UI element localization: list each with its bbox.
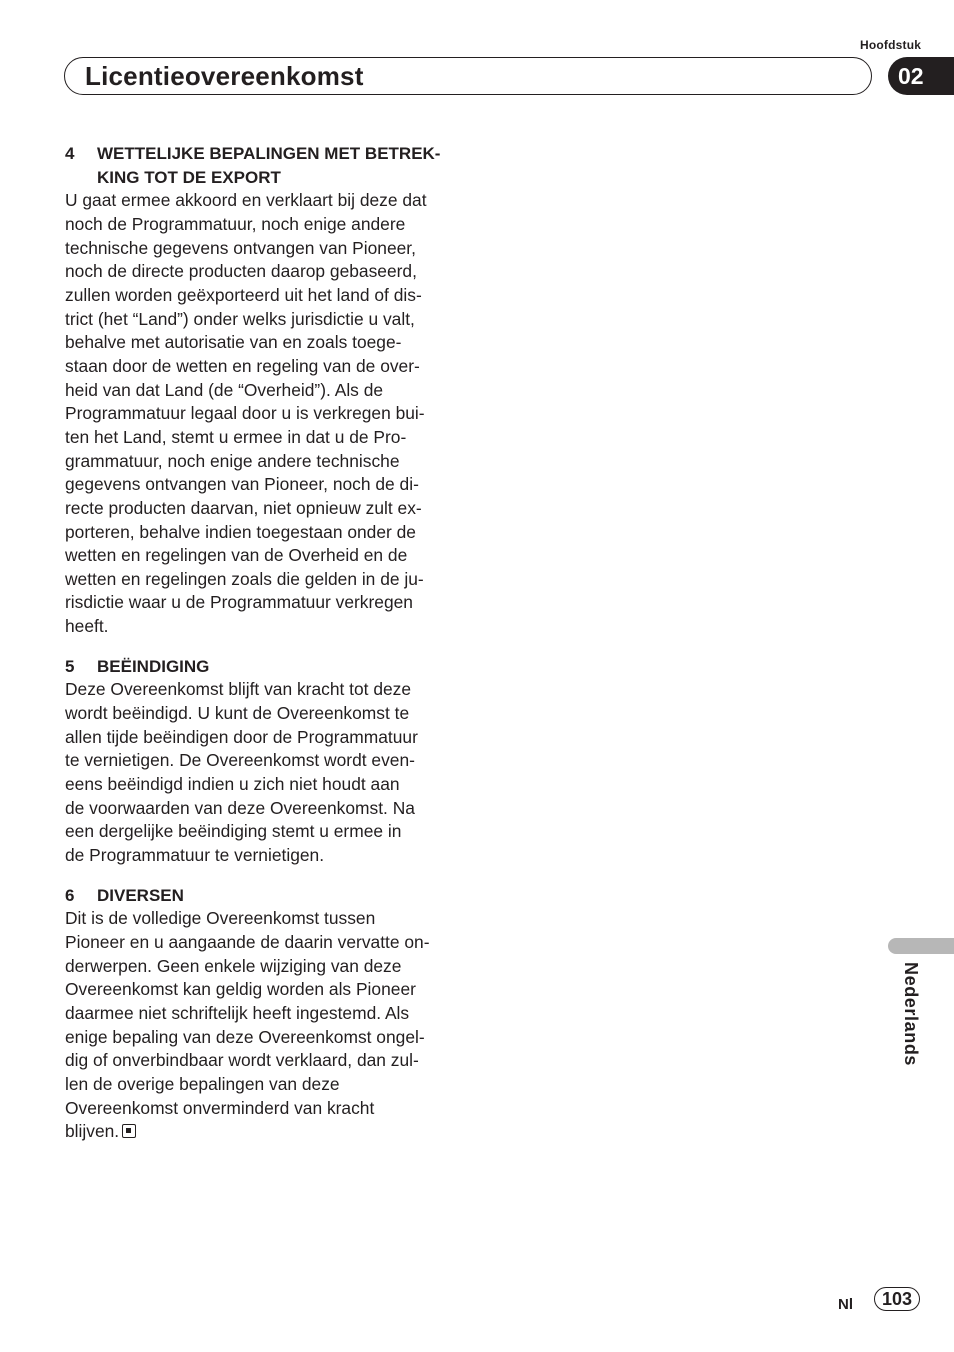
side-tab-marker [888,938,954,954]
body-line: Pioneer en u aangaande de daarin vervatte on- [65,932,430,952]
section-body [65,189,457,638]
chapter-label: Hoofdstuk [860,38,922,52]
body-line: enige bepaling van deze Overeenkomst ongel- [65,1026,425,1047]
section-body [65,907,457,1144]
heading-line: DIVERSEN [97,885,184,905]
footer-language-code: Nl [838,1296,853,1313]
heading-line: BEËINDIGING [97,656,210,676]
section-body [65,678,457,867]
body-line: te vernietigen. De Overeenkomst wordt even- [65,750,415,771]
section-heading-text [97,655,457,679]
body-line: Overeenkomst onverminderd van kracht [65,1097,375,1118]
body-line: wetten en regelingen zoals die gelden in de ju- [65,568,424,589]
section-heading-text [97,142,457,189]
body-line: wetten en regelingen van de Overheid en de [65,545,408,566]
body-line: de Programmatuur te vernietigen. [65,845,325,866]
body-line: eens beëindigd indien u zich niet houdt aan [65,774,400,795]
body-line: behalve met autorisatie van en zoals toege- [65,332,402,353]
section-heading-text [97,884,457,908]
chapter-number-badge: 02 [888,57,954,95]
page-title: Licentieovereenkomst [85,61,364,91]
section-number: 5 [65,656,75,676]
body-line: technische gegevens ontvangen van Pioneer, [65,237,416,258]
body-line: wordt beëindigd. U kunt de Overeenkomst te [65,703,410,724]
section-number: 4 [65,144,75,163]
heading-line: KING TOT DE EXPORT [97,167,281,187]
body-line: trict (het “Land”) onder welks jurisdictie u valt, [65,308,415,329]
body-line: porteren, behalve indien toegestaan onder de [65,521,416,542]
section-heading [65,884,457,908]
body-line: heeft. [65,616,109,637]
body-line: Dit is de volledige Overeenkomst tussen [65,908,376,929]
body-line: derwerpen. Geen enkele wijziging van deze [65,955,402,976]
body-line: heid van dat Land (de “Overheid”). Als de [65,379,384,400]
heading-line: WETTELIJKE BEPALINGEN MET BETREK- [97,144,441,163]
content-column [65,142,457,1160]
section-4 [65,142,457,639]
body-line: zullen worden geëxporteerd uit het land of dis- [65,284,422,305]
end-of-section-icon [122,1124,136,1138]
title-box [64,57,872,95]
body-line: dig of onverbindbaar wordt verklaard, dan zul- [65,1050,419,1071]
section-heading [65,655,457,679]
body-line: Deze Overeenkomst blijft van kracht tot deze [65,679,412,700]
section-number: 6 [65,885,75,905]
section-5 [65,655,457,868]
body-line-last [65,1120,457,1144]
body-line: staan door de wetten en regeling van de over- [65,355,420,376]
body-line: noch de directe producten daarop gebaseerd, [65,261,417,282]
body-line: de voorwaarden van deze Overeenkomst. Na [65,797,415,818]
body-line: Overeenkomst kan geldig worden als Pioneer [65,979,416,1000]
section-heading [65,142,457,189]
body-line: ten het Land, stemt u ermee in dat u de Pro- [65,426,407,447]
body-line: een dergelijke beëindiging stemt u ermee in [65,821,402,842]
page-number: 103 [874,1287,920,1311]
body-line: allen tijde beëindigen door de Programmatuur [65,726,418,747]
body-line: len de overige bepalingen van deze [65,1073,340,1094]
body-line: recte producten daarvan, niet opnieuw zult ex- [65,497,422,518]
body-line: gegevens ontvangen van Pioneer, noch de di- [65,474,419,495]
body-line: risdictie waar u de Programmatuur verkregen [65,592,413,613]
body-line: noch de Programmatuur, noch enige andere [65,213,406,234]
body-line: grammatuur, noch enige andere technische [65,450,400,471]
section-6 [65,884,457,1144]
body-line-text: blijven. [65,1121,120,1142]
body-line: U gaat ermee akkoord en verklaart bij deze dat [65,190,427,211]
side-language-label: Nederlands [901,962,921,1067]
body-line: Programmatuur legaal door u is verkregen bui- [65,403,425,424]
body-line: daarmee niet schriftelijk heeft ingestemd. Als [65,1002,410,1023]
